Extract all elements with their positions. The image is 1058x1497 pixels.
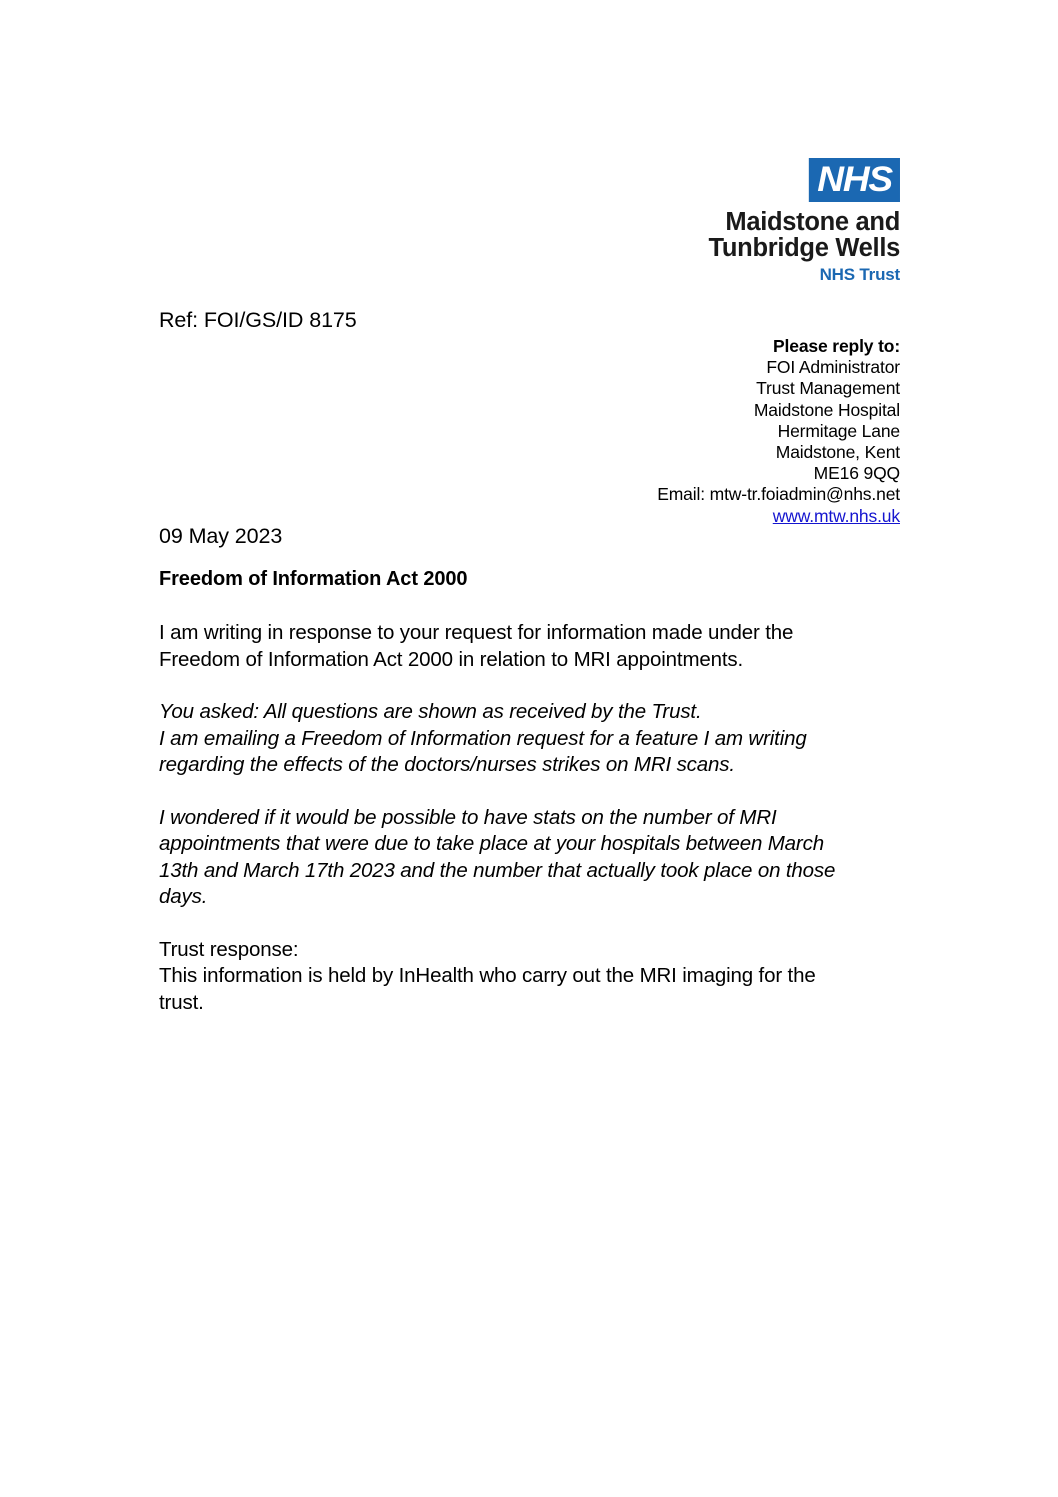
paragraph-line: I am writing in response to your request for information made under the: [159, 621, 794, 644]
paragraph-line: I am emailing a Freedom of Information request for a feature I am writing: [159, 726, 807, 750]
reply-to-line: Maidstone, Kent: [775, 442, 900, 463]
paragraph-line: You asked: All questions are shown as received by the Trust.: [159, 700, 702, 723]
paragraph-line: 13th and March 17th 2023 and the number that actually took place on those: [159, 858, 836, 882]
trust-name: [640, 209, 900, 261]
letter-date: 09 May 2023: [159, 524, 283, 548]
letter-body: [159, 566, 889, 1016]
paragraph-request-detail: [159, 805, 889, 911]
reply-to-block: [657, 336, 900, 527]
trust-suffix: NHS Trust: [819, 265, 900, 284]
reference-line: Ref: FOI/GS/ID 8175: [159, 308, 357, 332]
body-heading: Freedom of Information Act 2000: [159, 568, 468, 590]
paragraph-line: Trust response:: [159, 937, 299, 961]
paragraph-line: Freedom of Information Act 2000 in relation to MRI appointments.: [159, 647, 744, 671]
nhs-trust-logo: [640, 158, 900, 285]
reply-to-line: Maidstone Hospital: [753, 399, 900, 420]
paragraph-line: regarding the effects of the doctors/nurses strikes on MRI scans.: [159, 753, 735, 776]
paragraph-line: trust.: [159, 990, 204, 1014]
paragraph-intro: [159, 620, 889, 673]
paragraph-line: days.: [159, 885, 208, 908]
paragraph-line: I wondered if it would be possible to have stats on the number of MRI: [159, 805, 777, 829]
nhs-logo-icon: NHS: [809, 158, 900, 202]
reply-to-line: Trust Management: [756, 378, 900, 399]
paragraph-line: This information is held by InHealth who carry out the MRI imaging for the: [159, 964, 816, 987]
reply-to-line: Hermitage Lane: [777, 420, 900, 441]
paragraph-you-asked: [159, 699, 889, 779]
reply-to-line: FOI Administrator: [766, 357, 900, 378]
trust-name-line-2: Tunbridge Wells: [708, 234, 900, 262]
reply-to-heading: Please reply to:: [773, 336, 900, 356]
paragraph-trust-response: [159, 937, 889, 1017]
reply-to-line: ME16 9QQ: [813, 463, 900, 484]
reply-to-email: Email: mtw-tr.foiadmin@nhs.net: [657, 484, 900, 505]
paragraph-line: appointments that were due to take place at your hospitals between March: [159, 832, 824, 855]
website-link[interactable]: www.mtw.nhs.uk: [772, 505, 900, 526]
trust-name-line-1: Maidstone and: [725, 208, 900, 236]
